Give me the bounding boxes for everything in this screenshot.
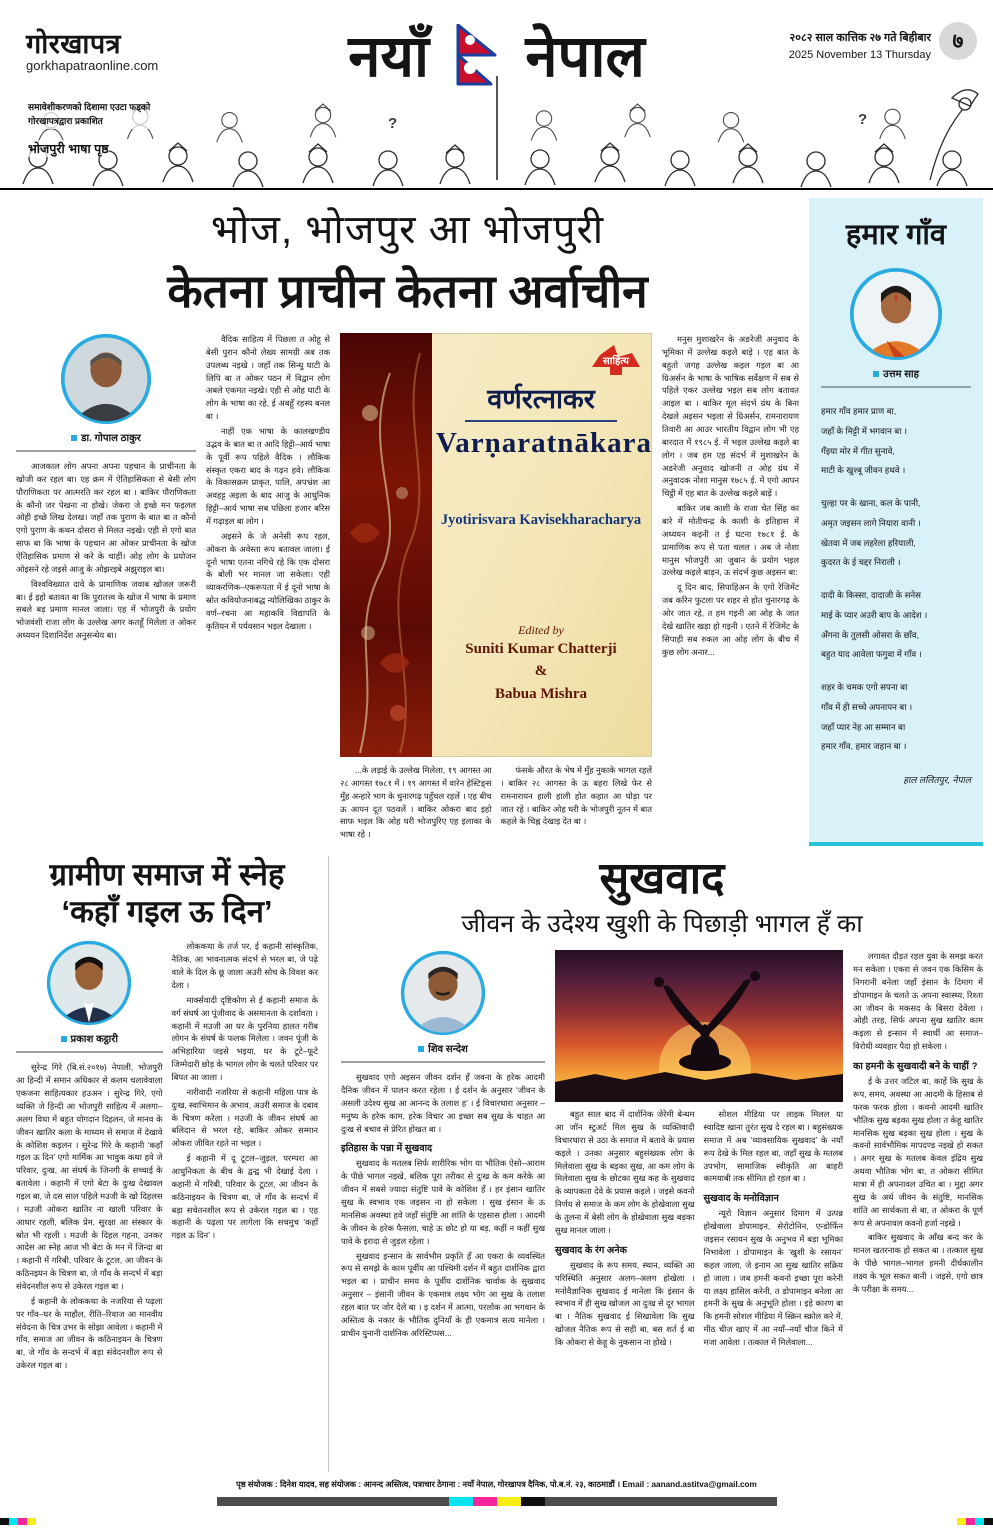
sukhvad-headline: सुखवाद (599, 854, 725, 903)
poem-line: अँगना के तुलसी ओसरा के छाँव, (821, 629, 920, 640)
page-title (0, 14, 993, 100)
brand-logo: गोरखापत्र (26, 29, 122, 59)
poem-line: जहाँ के मिट्टी में भगवान बा । (821, 425, 908, 436)
paragraph: ई के उत्तर जटिल बा, काहें कि सुख के रूप, समय, अवस्था आ आदमी के हिसाब से फरक फरक होला । कवनो आदमी खातिर भौतिक सुख बड़का सुख होला त केहू खातिर मानसिक सुख बड़का सुख होला । सुख के कवनो सार्वभौमिक मापदण्ड नइखे हो सकत । अगर सुख के मतलब केवल इंद्रिय सुख अथवा भौतिक भोग बा, त ओकरा सीमित मात्रा में ही अपनावल उचित बा । मुद्दा अगर सुख के अर्थ जीवन के संतुष्टि, मानसिक शांति आ सार्थकता से बा, त ओकरा के पूर्ण रूप से अपनावल कवनो हर्जा नइखे । (853, 1076, 983, 1228)
poem-line: कुदरत के ई चद्दर निराली । (821, 557, 901, 568)
tagline-line1: समावेशीकरणको दिशामा एउटा फड्को (28, 102, 151, 112)
author-byline: प्रकाश कट्ठारी (61, 1031, 118, 1045)
paragraph: फंसके औरत के भेष में मुँह नुकाके भागल रहलें । बाकिर २८ आगस्त के ऊ बहरा लिखे फेर से रामनारायन हाली हाली होत कहात आ घोड़ा पर जात रहे । बाकिर ओह घरी के भोजपुरी नूतन में बात कहले के चिह्न देखाइ देत बा । (500, 765, 652, 827)
tagline-line2: गोरखापत्रद्वारा प्रकाशित (28, 116, 103, 127)
rural-column-1 (16, 940, 163, 1374)
poem-line: गाँव में ही सच्चे अपनापन बा । (821, 701, 913, 712)
print-color-mark-left (0, 1518, 36, 1525)
lead-headline: केतना प्राचीन केतना अर्वाचीन (167, 265, 648, 317)
paragraph: वैदिक साहित्य में पिछला त ओहू से बेसी पुरान कौनो लेख्य सामग्री अब तक उपलब्ध नइखे । जहाँ तक सिन्धु घाटी के लिपि बा त ओकर पठन में विद्वान लोग अबले एकमत नइखे। एही से ओह घाटी के लोग के भाषा का रहे, ई अबहूँ रहस्य बनल बा । (206, 334, 330, 422)
section-heading: सुखवाद के मनोविज्ञान (703, 1193, 779, 1205)
section-heading: का हमनी के सुखवादी बने के चाहीं ? (853, 1061, 978, 1073)
sukhvad-column-3 (704, 1108, 844, 1351)
paragraph: ...के लड़ाई के उल्लेख मिलेला, १९ आगस्त आ २८ आगस्त १७८१ में । १९ आगस्त में वारेन हेस्टिङ्स मुँह अन्हारे भाग के चुनारगढ़ पहुँचल रहलें । एह बीच ऊ आपन दूत पठवलें । बाकिर ओकरा बाद इहो साफ भइल कि ओह घरी भोजपुरिए एह इलाका के भाषा रहे । (340, 765, 492, 840)
page-number-badge: ७ (939, 22, 977, 60)
paragraph: अइसने के जे अनेसी रूप रहल, ओकरा के अवेस्ता रूप बतावल जाला। ई दूनो भाषा एतना नगिचे रहे कि एक दोसरा के बोली भर मानल जा सकेला। एही व्याकरणिक–एकरूपता में ई दूनो भाषा के स्रोत कवियोजनाबद्ध न्योलिखिका ठाकुर के वर्ण–रचना आ महाकवि विद्यापति के कृतियन में पर्यवसान भइल देखाला । (206, 530, 330, 631)
poem-signoff: हाल ललितपुर, नेपाल (903, 775, 971, 786)
masthead (0, 0, 993, 190)
paragraph: मार्क्सवादी दृष्टिकोण से ई कहानी समाज के वर्ग संघर्ष आ पूंजीवाद के असमानता के दर्शावता । कहानी में मउजी आ घर के पुरनिया हालत गरीब लोगन के संघर्ष के फलक मिलेला । जवन पूंजी के अभिहारिया जइसे भइया, घर के टूटे–फूटे जिम्मेदारी छोड़ के भागल लोग के चलते परिवार पर बिपत आ जाला । (171, 994, 318, 1082)
paragraph: लगावत दौड़त रहल युवा के समझ करत मन सकेला । एकरा से जवन एक किसिम के निगरानी बनेला जहाँ इंसान के दिमाग में डोपामाइन के चलते ऊ अपना स्वास्थ्य, रिश्ता आ जीवन के मकसद के बिसरा देवेला । ओही तरह, सिर्फ अपना सुख खातिर काम कइला से इन्सान में स्वार्थी आ समाज–विरोधी व्यवहार पैदा हो सकेला । (853, 951, 983, 1052)
sukhvad-column-4 (853, 950, 983, 1351)
title-word-right: नेपाल (525, 24, 645, 89)
lead-article (16, 198, 799, 850)
poem-line: जहाँ प्यार नेह आ सम्मान बा (821, 721, 906, 732)
lead-column-1 (16, 333, 196, 843)
byline-bullet-icon (61, 1036, 67, 1042)
author-byline: उत्तम साह (873, 366, 919, 380)
paragraph: सुखवाद एगो अइसन जीवन दर्शन हँ जवना के हरेक आदमी दैनिक जीवन में पालन करत रहेला । ई दर्शन के अनुसार ‘जीवन के असली उदेश्य सुख आ आनन्द के तलाश ह’ । ई विचारधारा अनुसार – मनुष्य के हरेक काम, हरेक विचार आ इच्छा सब सुख के चाहत आ दुःख से बचाव से प्रेरित होखत बा । (341, 1072, 545, 1134)
rural-headline: ग्रामीण समाज में स्नेह ‘कहाँ गइल ऊ दिन’ (49, 857, 285, 930)
author-photo (400, 950, 486, 1036)
book-cover-image (340, 333, 652, 757)
author-card-prakash (16, 940, 163, 1053)
date-nepali: २०८२ साल कात्तिक २७ गते बिहीबार (789, 32, 931, 44)
author-card-gopal (16, 333, 196, 452)
poem-line: शहर के चमक एगो सपना बा (821, 682, 908, 693)
nepal-flag-icon (455, 24, 499, 100)
svg-text:?: ? (388, 115, 398, 132)
poem-line: गँइया मोर में गीत सुनावे, (821, 445, 895, 456)
lead-column-3 (662, 333, 799, 843)
village-poem-box (809, 198, 983, 846)
poem-line: माटी के खुश्बू जीवन हथवे । (821, 465, 906, 476)
book-title-devanagari: वर्णरत्नाकर (487, 384, 595, 414)
svg-text:साहित्य: साहित्य (603, 356, 629, 367)
paragraph: न्यूरो विज्ञान अनुसार दिमाग में उत्पन्न होखेवाला डोपामाइन, सेरोटोनिन, एन्डोर्फिन जइसन रसायन सुख के अनुभव में बड़ा भूमिका निभावेला । डोपामाइन के ‘खुशी के रसायन’ कहल जाला, जे इनाम आ सुख खातिर सक्रिय हो जाला । जब हमनी कवनो इच्छा पूरा करेनी या लक्ष्य हासिल करेनी, त डोपामाइन बनेला आ हमनी के सुख के अनुभूति होला । इहे कारण बा कि हमनी सोशल मीडिया में स्क्रिन स्क्रोल करे में, मीठ चीज खाए में आ नयाँ–नयाँ चीज किने में मजा आवेला । तत्काल में मिलेवाला... (703, 1208, 843, 1347)
poem-line: हमार गाँव, हमार जहान बा । (821, 741, 907, 752)
rural-column-2 (172, 940, 319, 1374)
print-color-mark-right (957, 1518, 993, 1525)
poem-line: खेतवा में जब लहरेला हरियाली, (821, 537, 916, 548)
paragraph: बाकिर जब काशी के राजा चेत सिंह का बारे में मोतीचन्द्र के काशी के इतिहास में अध्ययन कइनी त ई घटना १७८१ ई. के प्रामाणिक रूप से पता चलल । अब जे नोशा मानुस भोजपुरी आ जुबान के प्रयोग भइल उल्लेख कइले बाड़न, ऊ संदर्भ कुछ अइसन बा: (662, 503, 799, 578)
bottom-section (0, 850, 993, 1472)
paragraph: सुखवाद इन्सान के सार्वभौम प्रकृति हँ आ एकरा के व्यवस्थित रूप से समझे के काम पूर्वीय आ पश्चिमी दर्शन में बहुत दार्शनिक द्वारा भइल बा । प्राचीन समय के पूर्वीय दार्शनिक चार्वाक के सुखवाद अनुसार – इंसानी जीवन के एकमात्र लक्ष्य भोग आ सुख के तलाश रहल बात पर जोर देले बा । इ दर्शन में आत्मा, परलोक आ भगवान के अस्तित्व के नकार के भौतिक दुनियाँ के ही एकमात्र सत्य मानेला । प्राचीन युनानी दार्शनिक अरिस्टिप्पस... (341, 1250, 545, 1338)
author-photo (849, 267, 943, 361)
sukhvad-middle (555, 950, 843, 1351)
poem-line: अमृत जइसन लागे नियारा वानी । (821, 517, 921, 528)
page-footer (0, 1475, 993, 1531)
paragraph: आजकाल लोग अपना अपना पहचान के प्राचीनता के खोजी कर रहल बा। एह क्रम में ऐतिहासिकता से बेसी लोग पौराणिकता पर आत्मरति कर रहल बा । बाकिर पौराणिकता के कौनो जर पेखना ना होखे। जेकरा जे इच्छे मन फइलल ओही इच्छे लिख देलख। जहाँ तक पुराण के बात बा त कौनो एगो पुराण के कथन दोसरा से मिलत नइखे। एही से एगो बात साफ बा कि भाषा के पहचान आ ओकर प्राचीनता के खोज ऐतिहासिक प्रमाण से करे के चाहीं। ओह लोग के प्रयोजन ओइसने रहे जइसे आजु के ओझरइबे अझुराइल बा। (16, 461, 196, 574)
paragraph: दू दिन बाद, सिपाहिअन के एगो रेजिमेंट जब करिन फुटला पर शहर से होत चुनारगढ़ के ओर जात रहे, त हम गइनी आ ओह के जात देखे खातिर खड़ा हो गइनी । एतने में रेजिमेंट के सिपाही सब रुकल आ ओह लोग के बीच में कुछ लोग अनार... (662, 582, 799, 657)
paragraph: बाकिर सुखवाद के आँख बन्द कर के मानल खतरनाक हो सकत बा । तत्काल सुख के पीछे भागल–भागल हमनी दीर्घकालीन लक्ष्य के भूल सकत बानी । जइसे, एगो छात्र के परीक्षा के समय... (853, 1232, 983, 1294)
book-title-roman: Varṇaratnākara (436, 427, 652, 459)
author-card-uttam (821, 267, 971, 388)
paragraph: विश्वविख्यात दावे के प्रामाणिक जवाब खोजल जरूरी बा। ई इहो बतावत बा कि पुरातत्त्व के खोज में भाषा के प्रमाण सबले बड़ प्रमाण मानल जाला। एह में भोजपुरी के प्रयोग भोजवंशी राजा लोग के उल्लेख अगर कतहूँ मिलेला त ओकर अध्ययन दिशानिर्देश अनुसन्धेय बा। (16, 578, 196, 641)
poem-line: माई के प्यार अउरी बाप के आदेश । (821, 609, 928, 620)
book-author: Jyotirisvara Kavisekharacharya (440, 512, 642, 528)
paragraph: सुखवाद के मतलब सिर्फ शारीरिक भोग या भौतिक ऐसो–आराम के पीछे भागल नइखे, बलिक पूरा तरीका से दुःख के कम करेके आ जीवन में सबसे ज्यादा संतुष्टि पावे के कोशिश हँ । हर इंसान खातिर सुख के स्वभाव एक जइसन ना हो सकेला । सुख इंसान के ऊ मानसिक अवस्था हवे जहाँ संतुष्टि आ शांति के एहसास होला । आदमी के जीवन के हरेक फैसला, चाहे ऊ छोट हो या बड़, कहीं न कहीं सुख पावे के इरादा से जुड़ल रहेला । (341, 1158, 545, 1246)
paragraph: सुखवाद के रूप समय, स्थान, व्यक्ति आ परिस्थिति अनुसार अलग–अलग होखेला । मनोवैज्ञानिक सुखवाद ई मानेला कि इंसान के स्वभाव में ही सुख खोजल आ दुःख से दूर भागल बा । नैतिक सुखवाद ई सिखावेला कि सुख खोजल नैतिक रूप से सही बा, बस शर्त ई बा कि ओकरा से केहू के नुकसान ना होखे । (555, 1259, 695, 1347)
lead-column-2 (206, 333, 330, 843)
lead-section (0, 190, 993, 850)
author-photo (60, 333, 152, 425)
print-registration-bar (217, 1497, 777, 1506)
paragraph: सुरेन्द्र गिरे (बि.सं.२०१७) नेपाली, भोजपुरी आ हिन्दी में समान अधिकार से कलम चलावेवाला एकजना साहित्यकार हउअन । सुरेन्द्र गिरे, एगो व्यक्ति जे हिन्दी आ भोजपुरी साहित्य में अलगा–अलग विधा में बहुत योगदान दिहलन, जे मानव के जीवन खातिर कला के माध्यम से समाज में देखावे के कोशिश कइलन । सुरेन्द्र गिरे के कहानी ‘कहाँ गइल ऊ दिन’ एगो मार्मिक आ भावुक कथा हवे जे परिवार, दुःख, आ संघर्ष के जिनगी के सच्चाई के बतावेला । कहानी में एगो बेटा के दुःख देखावल गइल बा, जे दस साल पहिले मउजी के खो दिहलस । मउजी ओकरा खातिर ना खाली परिवार के आधार रहली, बलिक प्रेम, सुरक्षा आ संस्कार के स्रोत भी रहली । मउजी के दिहल गहना, उनकर आदेस आ स्नेह आज भी बेटा के मन में जिन्दा बा । कहानी में गरिबी, परिवार के टूटल, आ जीवन के कठिनइयन के चित्रण बा, जे गाँव के सन्दर्भ में बड़ा संवेदनशील रूप से उकेरल गइल बा । (16, 1062, 163, 1291)
sukhvad-article (328, 856, 983, 1472)
brand-url[interactable]: gorkhapatraonline.com (26, 58, 159, 73)
byline-bullet-icon (71, 435, 77, 441)
poem-line: हमार गाँव हमार प्राण बा, (821, 406, 897, 416)
author-byline: शिव सन्देश (418, 1041, 468, 1055)
paragraph: लोककथा के तर्ज पर, ई कहानी सांस्कृतिक, नैतिक, आ भावनात्मक संदर्भ से भरल बा, जे पढ़े वाले के दिल के छू जाला अउरी सोच के विवश कर देला । (171, 941, 318, 990)
byline-bullet-icon (873, 371, 879, 377)
paragraph: मनुस मुशाखरेन के अङरेजी अनुवाद के भूमिका में उल्लेख कइले बाड़े । एह बात के बहुतो जगह उल्लेख कइल गइल बा आ ग्रिअर्सन के भाषा के भाषिक सर्वेक्षण में सब से पहिले एकर उल्लेख भइल सब लोग बतावत आइल बा । बाकिर मूल संदर्भ ग्रंथ के बिना देखले अइसन भइला से ग्रिअर्सन, रामनारायण तिवारी आ आउर भारतीय विद्वान लोग भी एह बारदात में १९८५ ई. में भइल उल्लेख कइले बा लोग । जब हम एह संदर्भ में मुशाखरेन के अङरेजी अनुवाद खोजनी त ओह ग्रंथ में अनुवादक नोशा मानुस १७८५ ई. में एगो आपन चिट्ठी में एह बात के उल्लेख कइले बाड़ें । (662, 334, 799, 499)
meditation-sunset-image (555, 950, 843, 1102)
author-photo (46, 940, 132, 1026)
sukhvad-subhead: जीवन के उदेश्य खुशी के पिछाड़ी भागल हँ का (461, 910, 863, 939)
book-editors: Edited by Suniti Kumar Chatterji & Babua Mishra (465, 622, 617, 702)
lead-underbook-text (340, 764, 652, 843)
poem-line: दादी के किस्सा, दादाजी के सनेस (821, 590, 921, 601)
footer-credits: पृष्ठ संयोजक : दिनेश यादव, सह संयोजक : आनन्द अस्तित्व, पत्राचार ठेगाना : नयाँ नेपाल, गोरखापत्र दैनिक, पो.ब.नं. २३, काठमाडौं । Email : aanand.astitva@gmail.com (236, 1480, 757, 1489)
paragraph: बहुत साल बाद में दार्शनिक जेरेमी बेन्थम आ जॉन स्टुअर्ट मिल सुख के व्यक्तिवादी विचारधारा से उठा के समाज में बतावे के प्रयास कइले । उनका अनुसार बहुसंख्यक लोग के मिलेवाला सुख के बड़का सुख, आ कम लोग के मिलेवाला सुख के छोटका सुख कह के सुखवाद के व्यापकता देवे के प्रयास कइले । जइसे कवनो निर्णय से समाज के कम लोग के होखेवाला सुख के तुलना में बेसी लोग के होखेवाला सुख बड़का सुख मानल जाला । (555, 1109, 695, 1235)
title-word-left: नयाँ (348, 24, 430, 89)
masthead-tagline (28, 100, 150, 129)
poem-title: हमार गाँव (845, 219, 947, 251)
paragraph: नाहीं एक भाषा के कालखण्डीय उद्भव के बात बा त आदि हिट्टी–आर्य भाषा के पूर्वी रूप पहिले वैदिक । लौकिक संस्कृत एकरा बाद के गढ़न हवे। लौकिक के विकासक्रम प्राकृत, पालि, अपभ्रंश आ अवहट्ट अइला के बाद आजु के आधुनिक हिट्टी–आर्य भाषा सब पछिला हजार बरिस में गढ़ाइल बा लोग । (206, 426, 330, 527)
lead-kicker: भोज, भोजपुर आ भोजपुरी (210, 208, 605, 252)
section-heading: इतिहास के पन्ना में सुखवाद (341, 1143, 433, 1155)
poem-body (821, 402, 971, 786)
book-cover-ornament (340, 333, 432, 757)
lead-col1-text (16, 460, 196, 642)
lead-center-column (340, 333, 652, 843)
language-page-label: भोजपुरी भाषा पृष्ठ (28, 142, 109, 156)
paragraph: ई कहानी में दू टूटल–जुड़ल, परम्परा आ आधुनिकता के बीच के द्वन्द्व भी देखाई देला । कहानी में गरिबी, परिवार के टूटल, आ जीवन के कठिनाइयन के चित्रण बा, जे गाँव के सन्दर्भ में बड़ा सचेतनशील रूप से उकेरल गइल बा । एह कहानी के पढ़ला पर लागेला कि सचमुच ‘कहाँ गइल ऊ दिन’ । (171, 1153, 318, 1241)
rural-article (16, 856, 318, 1472)
sukhvad-column-1 (341, 950, 545, 1351)
section-heading: सुखवाद के रंग अनेक (555, 1244, 627, 1256)
poem-line: चुल्हा पर के खाना, कल के पानी, (821, 498, 921, 509)
paragraph: सोशल मीडिया पर लाइक मिलल या स्वादिष्ट खाना तुरंत सुख दे रहल बा । बहुसंख्यक समाज में अब ‘व्यावसायिक सुखवाद’ के नयाँ रूप देखे के मिल रहल बा, जहाँ सुख के मतलब उपभोग, सामाजिक स्वीकृति आ बाहरी कामयाबी तक सीमित हो रहल बा । (703, 1109, 843, 1184)
author-byline: डा. गोपाल ठाकुर (71, 430, 141, 444)
sukhvad-column-2 (555, 1108, 695, 1351)
svg-text:?: ? (858, 111, 868, 128)
date-english: 2025 November 13 Thursday (788, 49, 931, 62)
paragraph: नारीवादी नजरिया से कहानी महिला पात्र के दुःख, स्वाभिमान के अभाव, अउरी समाज के दबाव के चित्रण करेला । मउजी के जीवन संघर्ष आ बलिदान से भरल रहे, बाकिर ओकर सम्मान ओकरा जीवित रहते ना भइल । (171, 1086, 318, 1149)
byline-bullet-icon (418, 1046, 424, 1052)
poem-line: बहुत याद आवेला फगुवा में गाँव । (821, 649, 922, 660)
paragraph: ई कहानी के लोककथा के नजरिया से पढ़ला पर गाँव–घर के माहौल, रीति–रिवाज आ मानवीय संवेदना के चित्र उभर के सोझा आवेला । कहानी में गाँव, समाज आ जीवन के कठिनाइयन के चित्रण बा, जे गाँव के सन्दर्भ में बड़ा संवेदनशील रूप से उकेरल गइल बा । (16, 1295, 163, 1371)
lead-headline-block (16, 200, 799, 321)
author-card-shiv (341, 950, 545, 1063)
